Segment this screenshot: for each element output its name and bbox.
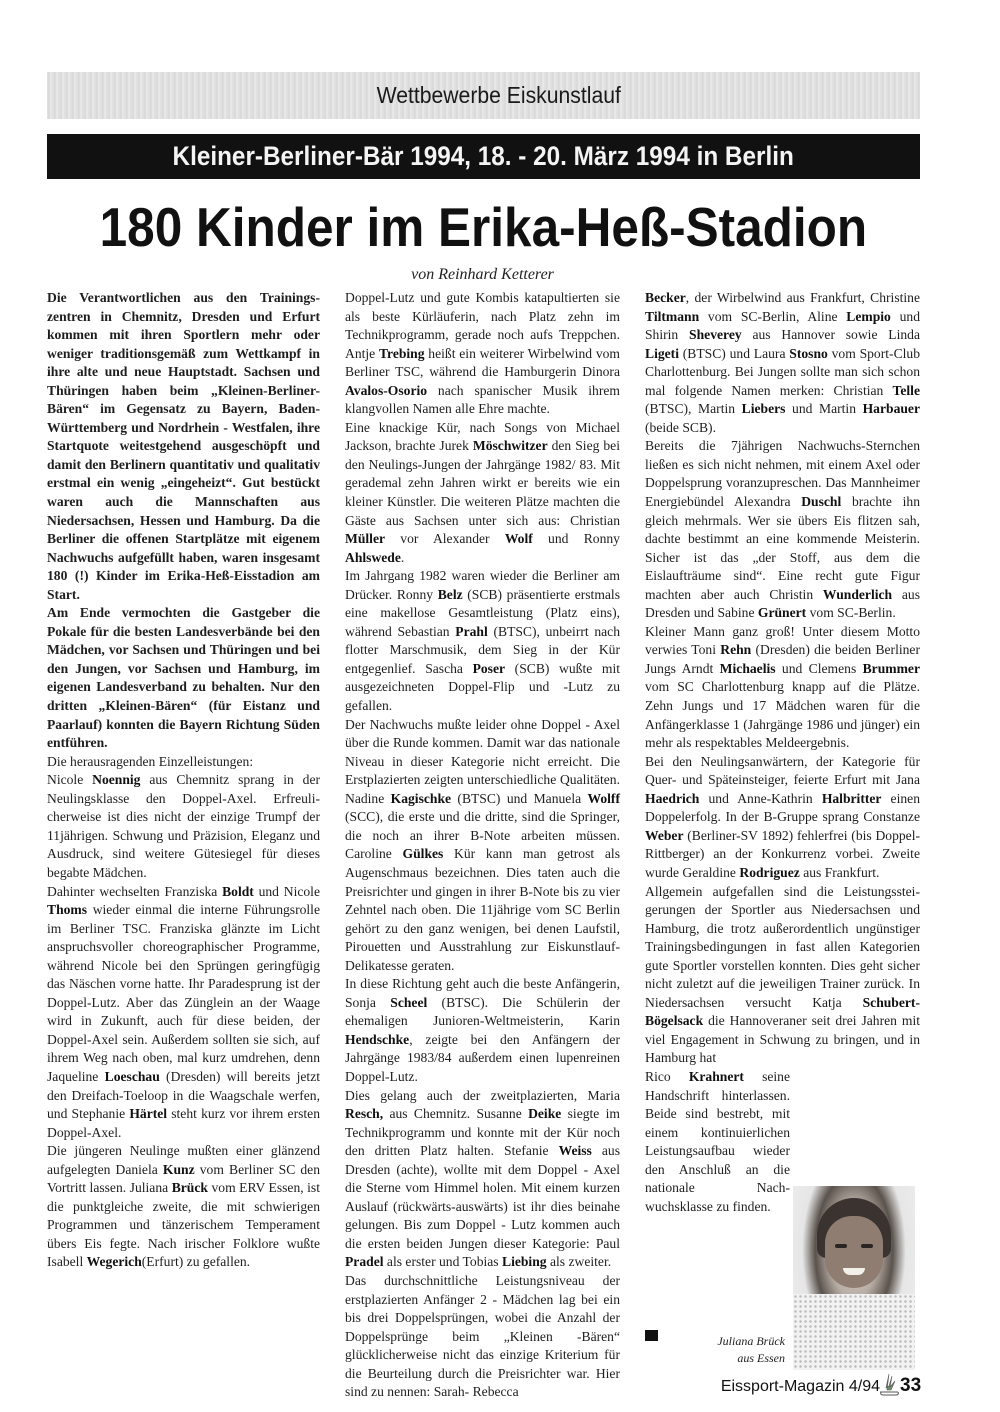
athlete-name: Haedrich: [645, 790, 700, 806]
athlete-name: Weber: [645, 827, 684, 843]
athlete-name: Belz: [437, 586, 463, 602]
paragraph: In diese Richtung geht auch die beste Anfängerin, Sonja Scheel (BTSC). Die Schülerin der ehemaligen Junioren-Weltmeisterin, Karin Hendschke, zeigte bei den Anfängern der Jahrgänge 1983/84 außerdem einen lupenreinen Doppel-Lutz.: [345, 976, 620, 1084]
athlete-name: Liebing: [502, 1254, 547, 1270]
athlete-name: Duschl: [801, 494, 842, 510]
event-title: Kleiner-Berliner-Bär 1994, 18. - 20. März 1994 in Berlin: [172, 141, 795, 171]
athlete-name: Kagischke: [390, 790, 452, 806]
lead-paragraph-1: Die Verantwortlichen aus den Trainingszentren in Chemnitz, Dresden und Erfurt kommen mit ihren Sportlern mehr oder weniger traditionsgemäß zum Wettkampf in ihre alte und neue Hauptstadt. Sachsen und Thüringen haben beim „Kleinen-Berliner-Bären“ im Gegensatz zu Bayern, Baden-Württemberg und Nordrhein - Westfalen, ihre Startquote weitestgehend ausgeschöpft und damit den Berlinern quantitativ und qualitativ erstmal ein wenig „eingeheizt“. Gut bestückt waren auch die Mannschaften aus Niedersachsen, Hessen und Hamburg. Da die Berliner die offenen Startplätze mit eigenem Nachwuchs aufgefüllt haben, waren insgesamt 180 (!) Kinder im Erika-Heß-Eisstadion am Start.: [47, 290, 320, 602]
athlete-name: Poser: [472, 660, 506, 676]
byline: von Reinhard Ketterer: [411, 266, 554, 283]
athlete-name: Liebers: [741, 401, 786, 417]
athlete-name: Becker: [645, 290, 686, 305]
paragraph: Im Jahrgang 1982 waren wieder die Berliner am Drücker. Ronny Belz (SCB) präsentierte erstmals eine makellose Gesamtleistung (Platz eins), während Sebastian Prahl (BTSC), unbeirrt nach flotter Marschmusik, dem Sieg in der Kür entgegenlief. Sascha Poser (SCB) wußte mit ausgezeichneten Doppel-Flip und -Lutz zu gefallen.: [345, 568, 621, 714]
lead-paragraph-2: Am Ende vermochten die Gastgeber die Pokale für die besten Landesverbände bei den Mädchen, vor Sachsen und Thüringen und bei den Jungen, vor Sachsen und Hamburg, im eigenen Landesverband zu behalten. Nur den dritten „Kleinen-Bären“ (für Eistanz und Paarlauf) konnten die Bayern Richtung Süden entführen.: [47, 605, 320, 751]
athlete-name: Grünert: [757, 605, 807, 621]
athlete-name: Wolf: [504, 531, 533, 547]
caption-origin: aus Essen: [737, 1351, 785, 1365]
athlete-name: Brummer: [862, 660, 920, 676]
athlete-name: Noennig: [92, 772, 141, 788]
paragraph-wrap: Rico Krahnert seine Handschrift hinterlassen. Beide sind bestrebt, mit einem kontinuierlichen Leistungsaufbau wieder den Anschluß an die nationale Nachwuchsklasse zu finden.: [645, 1068, 790, 1214]
athlete-name: Müller: [345, 531, 386, 547]
athlete-name: Sheverey: [689, 327, 742, 343]
athlete-name: Möschwitzer: [472, 438, 548, 454]
photo-eye: [861, 1244, 873, 1248]
athlete-name: Lempio: [846, 308, 891, 324]
paragraph: Allgemein aufgefallen sind die Leistungssteigerungen der Sportler aus Niedersachsen und Hamburg, die trotz außerordentlich ungünstiger Trainingsbedingungen in fast allen Kategorien gute Sportler vorstellen konnten. Dies geht sicher nicht zuletzt auf die jeweiligen Trainer zurück. In Niedersachsen versucht Katja Schubert-Bögelsack die Hannoveraner seit drei Jahren mit viel Engagement in Schwung zu bringen, und in Hamburg hat: [645, 883, 920, 1066]
paragraph: Eine knackige Kür, nach Songs von Michael Jackson, brachte Jurek Möschwitzer den Sieg bei den Neulings-Jungen der Jahrgänge 1982/ 83. Mit gerademal zehn Jahren wirkt er bereits wie ein kleiner Künstler. Die weiteren Plätze machten die Gäste aus Sachsen unter sich aus: Christian Müller vor Alexander Wolf und Ronny Ahlswede.: [345, 419, 620, 565]
athlete-name: Thoms: [47, 902, 88, 918]
event-banner: [47, 134, 920, 179]
athlete-name: Tiltmann: [645, 308, 700, 324]
athlete-name: Prahl: [455, 623, 488, 639]
paragraph: Das durchschnittliche Leistungsniveau der erstplazierten Anfänger 2 - Mädchen lag bei ein bis drei Doppelsprüngen, wobei die Anzahl der Doppelsprünge beim „Kleinen -Bären“ glücklicherweise nicht das einzige Kriterium für die Beurteilung durch die Preisrichter war. Hier sind zu nennen: Sarah- Rebecca: [345, 1272, 620, 1400]
photo-smile: [843, 1268, 865, 1275]
athlete-name: Ligeti: [645, 345, 679, 361]
photo-face: [825, 1216, 883, 1288]
paragraph: Die herausragenden Einzelleistungen:: [47, 753, 254, 769]
athlete-name: Schubert-Bögelsack: [645, 994, 920, 1029]
athlete-name: Ahlswede: [345, 549, 401, 565]
athlete-name: Kunz: [162, 1161, 195, 1177]
column-3: [645, 289, 920, 1216]
athlete-name: Hendschke: [345, 1031, 410, 1047]
athlete-name: Rodriguez: [739, 864, 800, 880]
athlete-photo: [793, 1186, 915, 1370]
headline-text: 180 Kinder im Erika-Heß-Stadion: [99, 196, 868, 258]
athlete-name: Trebing: [378, 345, 425, 361]
athlete-name: Brück: [171, 1180, 208, 1196]
column-2: [345, 289, 620, 1402]
athlete-name: Loeschau: [104, 1068, 160, 1084]
headline: [47, 192, 920, 262]
athlete-name: Deike: [528, 1106, 562, 1122]
athlete-name: Weiss: [558, 1143, 592, 1159]
athlete-name: Resch,: [345, 1106, 384, 1122]
photo-caption: [665, 1333, 785, 1367]
paragraph: Dies gelang auch der zweitplazierten, Maria Resch, aus Chemnitz. Susanne Deike siegte im Technikprogramm und konnte mit der Kür noch den dritten Platz halten. Stefanie Weiss aus Dresden (achte), wollte mit dem Doppel - Axel die Sterne vom Himmel holen. Mit einem kurzen Auslauf (rückwärts-auswärts) ist ihr dies beinahe gelungen. Bis zum Doppel - Lutz kommen auch die ersten beiden Jungen dieser Kategorie: Paul Pradel als erster und Tobias Liebing als zweiter.: [345, 1087, 620, 1270]
athlete-name: Stosno: [789, 345, 828, 361]
athlete-name: Krahnert: [688, 1068, 744, 1084]
athlete-name: Avalos-Osorio: [345, 382, 428, 398]
paragraph: Bei den Neulingsanwärtern, der Kategorie für Quer- und Späteinsteiger, feierte Erfurt mit Jana Haedrich und Anne-Kathrin Halbritter einen Doppelerfolg. In der B-Gruppe sprang Constanze Weber (Berliner-SV 1892) fehlerfrei (bis Doppel-Rittberger) an der Konkurrenz vorbei. Zweite wurde Geraldine Rodriguez aus Frankfurt.: [645, 753, 920, 880]
athlete-name: Boldt: [222, 883, 254, 899]
athlete-name: Härtel: [129, 1106, 168, 1122]
paragraph: Der Nachwuchs mußte leider ohne Doppel - Axel über die Runde kommen. Damit war das nationale Niveau in dieser Kategorie nicht erreicht. Die Erstplazierten zeigten unterschiedliche Qualitäten. Nadine Kagischke (BTSC) und Manuela Wolff (SCC), die erste und die dritte, sind die Springer, die noch an ihrer B-Note arbeiten müssen. Caroline Gülkes Kür kann man getrost als Augenschmaus bezeichnen. Dies taten auch die Preisrichter und gingen in ihrer B-Note bis zu vier Zehntel nach oben. Die 11jährige vom SC Berlin gehört zu den ganz wenigen, bei denen Laufstil, Pirouetten und Ausstrahlung zur Eiskunstlauf- Delikatesse geraten.: [345, 716, 620, 973]
section-banner: [47, 72, 920, 119]
photo-eye: [835, 1244, 847, 1248]
paragraph: Dahinter wechselten Franziska Boldt und Nicole Thoms wieder einmal die interne Führungsrolle im Berliner TSC. Franziska glänzte im Licht anspruchsvoller choreographischer Programme, während Nicole bei den Sprüngen geringfügig das Näschen vorne hatte. Ihr Paradesprung ist der Doppel-Lutz. Aber das Zünglein an der Waage wird in Zukunft, auch für diese beiden, der Doppel-Axel sein. Außerdem sollten sie sich, auf ihrem Weg nach oben, mal kurz umdrehen, denn Jaqueline Loeschau (Dresden) will bereits jetzt den Dreifach-Toeloop in die Waagschale werfen, und Stephanie Härtel steht kurz vor ihrem ersten Doppel-Axel.: [47, 883, 321, 1140]
athlete-name: Harbauer: [862, 401, 920, 417]
skate-wing-logo-icon: [877, 1372, 901, 1398]
athlete-name: Telle: [892, 382, 920, 398]
athlete-name: Wolff: [587, 790, 620, 806]
paragraph: Kleiner Mann ganz groß! Unter diesem Motto verwies Toni Rehn (Dresden) die beiden Berliner Jungs Arndt Michaelis und Clemens Brummer vom SC Charlottenburg knapp auf die Plätze. Zehn Jungs und 17 Mädchen waren für die Anfängerklasse 1 (Jahrgänge 1986 und jünger) ein mehr als respektables Meldeergebnis.: [645, 623, 920, 751]
end-of-article-square-icon: [645, 1330, 658, 1341]
paragraph: Becker, der Wirbelwind aus Frankfurt, Christine Tiltmann vom SC-Berlin, Aline Lempio und Shirin Sheverey aus Hannover sowie Linda Ligeti (BTSC) und Laura Stosno vom Sport-Club Charlottenburg. Bei Jungen sollte man sich schon mal folgende Namen merken: Christian Telle (BTSC), Martin Liebers und Martin Harbauer (beide SCB).: [645, 290, 921, 435]
paragraph: Die jüngeren Neulinge mußten einer glänzend aufgelegten Daniela Kunz vom Berliner SC den Vortritt lassen. Juliana Brück vom ERV Essen, ist die punktgleiche zweite, die mit schwierigen Programmen und tänzerischem Temperament übers Eis fegte. Nach irischer Folklore wußte Isabell Wegerich(Erfurt) zu gefallen.: [47, 1143, 321, 1270]
athlete-name: Gülkes: [402, 846, 444, 862]
caption-name: Juliana Brück: [717, 1334, 785, 1348]
column-1: [47, 289, 320, 1272]
page-number: 33: [900, 1375, 922, 1396]
athlete-name: Scheel: [390, 994, 428, 1010]
magazine-issue: Eissport-Magazin 4/94: [720, 1378, 880, 1395]
athlete-name: Wunderlich: [822, 586, 893, 602]
paragraph: Doppel-Lutz und gute Kombis katapultierten sie als beste Kürläuferin, nach Platz zehn im Technikprogramm, gerade noch aufs Treppchen. Antje Trebing heißt ein weiterer Wirbelwind vom Berliner TSC, während die Hamburgerin Dinora Avalos-Osorio nach spanischer Musik ihrem klangvollen Namen alle Ehre machte.: [345, 290, 620, 417]
photo-sequin-dress: [793, 1294, 915, 1370]
paragraph: Nicole Noennig aus Chemnitz sprang in der Neulingsklasse den Doppel-Axel. Erfreulicherweise ist dies nicht der einzige Trumpf der 11jährigen. Schwung und Präzision, Eleganz und Ausdruck, sind weitere Gütesiegel für dieses begabte Mädchen.: [47, 772, 321, 880]
athlete-name: Rehn: [720, 642, 752, 658]
section-title: Wettbewerbe Eiskunstlauf: [376, 82, 621, 108]
athlete-name: Wegerich: [86, 1254, 142, 1270]
athlete-name: Pradel: [345, 1254, 384, 1270]
athlete-name: Michaelis: [719, 660, 776, 676]
athlete-name: Halbritter: [821, 790, 882, 806]
paragraph: Bereits die 7jährigen Nachwuchs-Sternchen ließen es sich nicht nehmen, mit einem Axel oder Doppelsprung voranzupreschen. Das Mannheimer Energiebündel Alexandra Duschl brachte ihn gleich mehrmals. Wer sie übers Eis flitzen sah, dachte bestimmt an eine kommende Meisterin. Sicher ist das „der Stoff, aus dem die Eislaufträume sind“. Eine recht gute Figur machten aber auch Christin Wunderlich aus Dresden und Sabine Grünert vom SC-Berlin.: [645, 438, 920, 621]
